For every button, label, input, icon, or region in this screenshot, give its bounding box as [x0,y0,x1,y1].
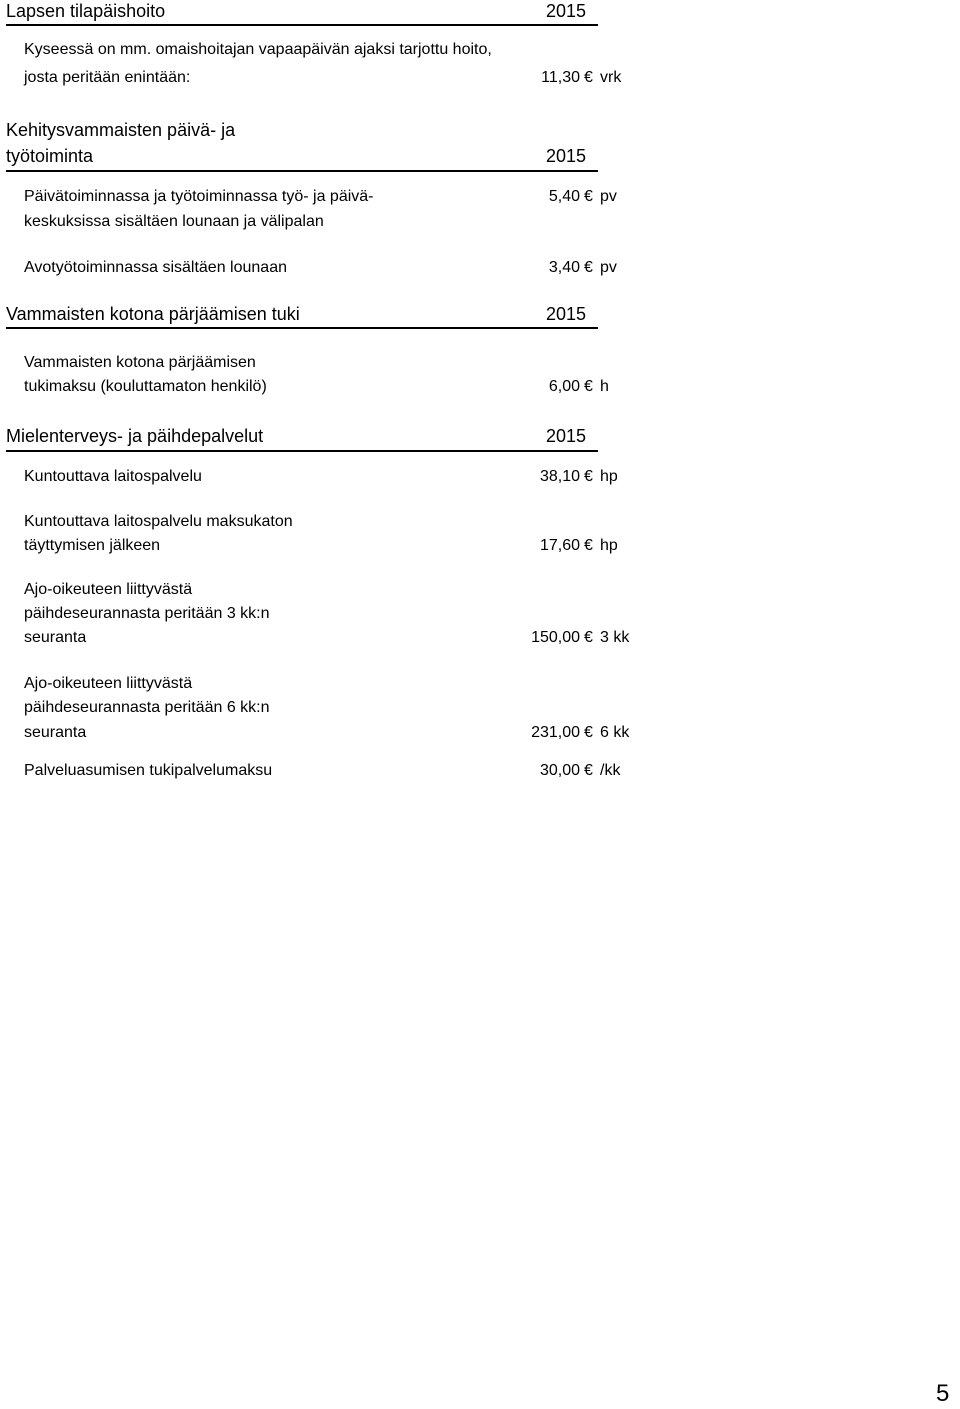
row-amount: 30,00 [539,762,580,779]
section-year: 2015 [546,146,587,166]
euro-sign: € [584,724,593,741]
row-text-line: päihdeseurannasta peritään 3 kk:n [24,605,270,622]
row-text-line: Ajo-oikeuteen liittyvästä [24,675,193,692]
row-unit: pv [600,259,617,276]
section-divider [6,170,598,172]
row-unit: pv [600,188,617,205]
page-number: 5 [936,1380,950,1407]
euro-sign: € [584,629,593,646]
row-text-line: täyttymisen jälkeen [24,537,161,554]
row-unit: h [600,378,609,395]
euro-sign: € [584,69,593,86]
row-text-line: seuranta [24,724,87,741]
row-amount: 17,60 [539,537,580,554]
section-year: 2015 [546,1,587,21]
row-amount: 150,00 [531,629,580,646]
row-unit: hp [600,468,618,485]
euro-sign: € [584,259,593,276]
row-unit: 6 kk [600,724,630,741]
section-title-kehitysvammaisten: Kehitysvammaisten päivä- ja [6,120,236,140]
row-text-line: Kyseessä on mm. omaishoitajan vapaapäivän ajaksi tarjottu hoito, [24,41,492,58]
row-unit: /kk [600,762,621,779]
row-text-line: josta peritään enintään: [24,69,191,86]
row-text-line: keskuksissa sisältäen lounaan ja välipalan [24,213,324,230]
row-amount: 3,40 [548,259,580,276]
section-divider [6,450,598,452]
section-year: 2015 [546,426,587,446]
section-title-mielenterveys: Mielenterveys- ja päihdepalvelut [6,426,264,446]
row-amount: 38,10 [539,468,580,485]
row-text-line: Päivätoiminnassa ja työtoiminnassa työ- ja päivä- [24,188,374,205]
row-amount: 5,40 [548,188,580,205]
euro-sign: € [584,188,593,205]
row-amount: 231,00 [531,724,580,741]
euro-sign: € [584,762,593,779]
section-title-lapsen-tilapaishoito: Lapsen tilapäishoito [6,1,166,21]
row-amount: 6,00 [548,378,580,395]
section-title-vammaisten-kotona: Vammaisten kotona pärjäämisen tuki [6,304,300,324]
row-unit: vrk [600,69,622,86]
section-divider [6,327,598,329]
row-unit: hp [600,537,618,554]
row-text-line: päihdeseurannasta peritään 6 kk:n [24,699,270,716]
row-unit: 3 kk [600,629,630,646]
row-text-line: Avotyötoiminnassa sisältäen lounaan [24,259,287,276]
euro-sign: € [584,378,593,395]
row-text-line: Kuntouttava laitospalvelu maksukaton [24,513,293,530]
row-text-line: Vammaisten kotona pärjäämisen [24,354,256,371]
row-text-line: tukimaksu (kouluttamaton henkilö) [24,378,267,395]
euro-sign: € [584,537,593,554]
row-text-line: seuranta [24,629,87,646]
section-title-line2: työtoiminta [6,146,94,166]
row-text-line: Palveluasumisen tukipalvelumaksu [24,762,273,779]
section-year: 2015 [546,304,587,324]
row-text-line: Kuntouttava laitospalvelu [24,468,202,485]
row-amount: 11,30 [541,69,580,86]
euro-sign: € [584,468,593,485]
section-divider [6,24,598,26]
row-text-line: Ajo-oikeuteen liittyvästä [24,581,193,598]
